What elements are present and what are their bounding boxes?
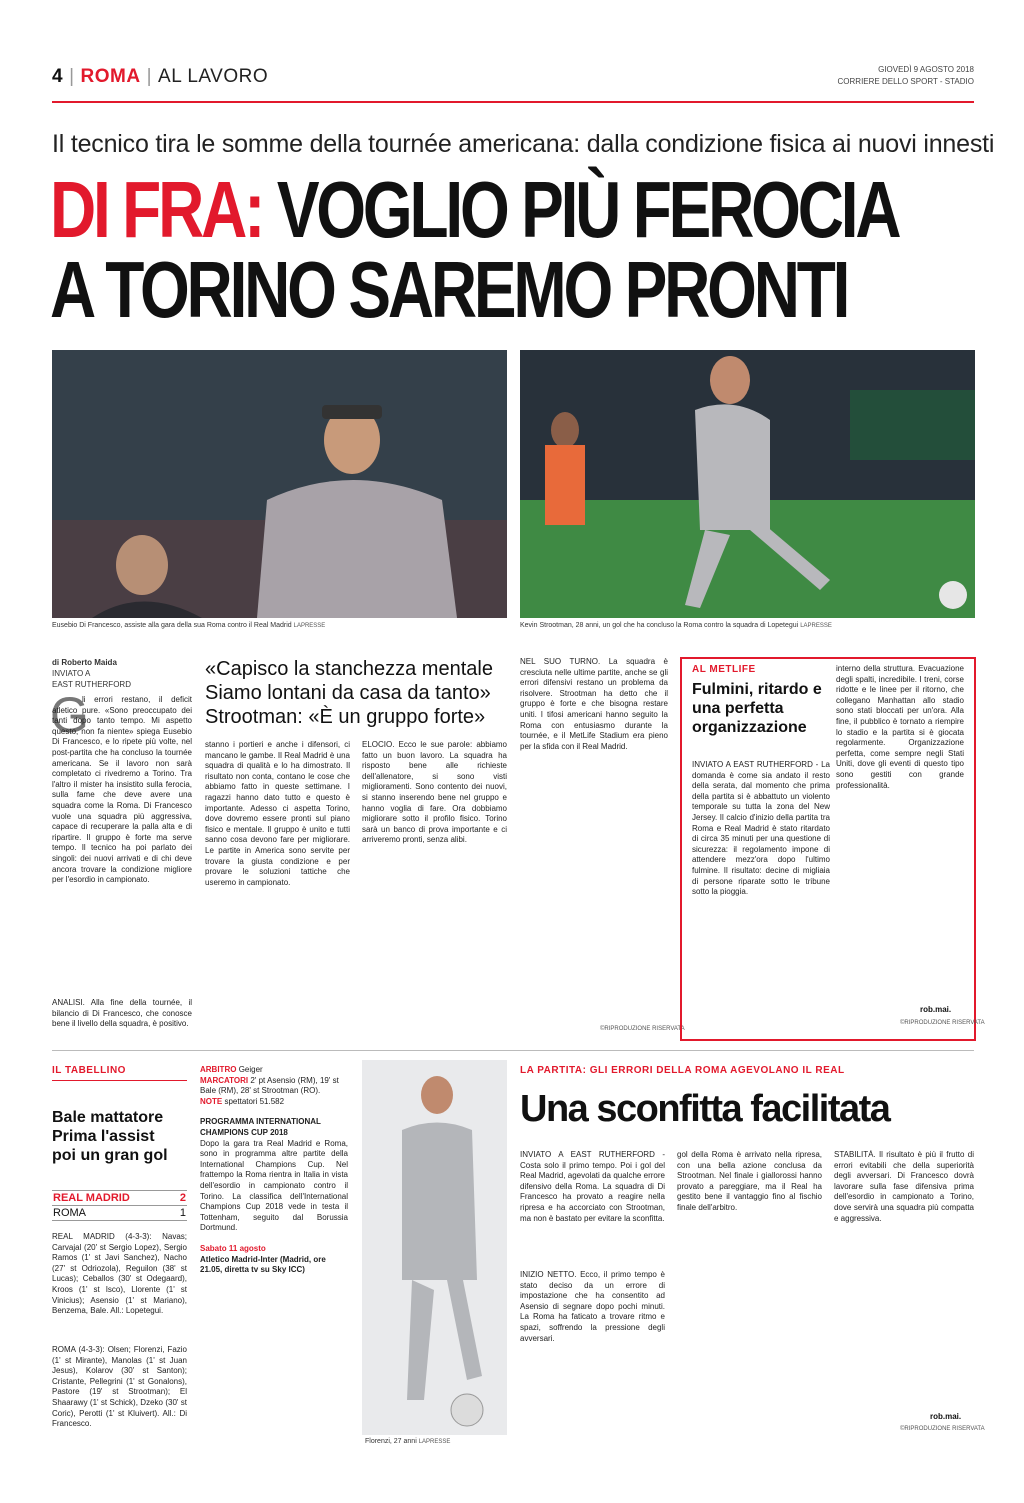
byline-place: EAST RUTHERFORD (52, 680, 131, 689)
match-sign: rob.mai. (930, 1412, 962, 1421)
sidebar-col-2: interno della struttura. Evacuazione degli spalti, incredibile. I treni, corse ridotte e le linee per il ritorno, che collegano Manhattan allo stadio sono stati bloccati per un'ora. Alla fine, il pubblico è tornato a riempire lo stadio e la partita si è giocata regolarmente. Organizzazione perfetta, come sempre negli Stati Uniti, dove gli eventi di questo tipo sono gestiti con grande professionalità. (836, 664, 964, 790)
tabellino-rule (52, 1080, 187, 1081)
article-col-1: li errori restano, il deficit atletico pure. «Sono preoccupato dei tanti dopo tanto tempo. Mi aspetto questo, non fa niente» spiega Eusebio Di Francesco, e lo ripete più volte, nel post-partita che ha concluso la tournée americana. Se il lavoro non sarà completato ci rivedremo a Torino. Tra l'altro il mister ha insistito sulla ferocia, sulla fame che deve avere una squadra come la Roma. Di Francesco vuole una squadra più aggressiva, capace di recuperare la palla alta e di ripartire. Il gruppo è forte ma serve tempo. Il tecnico ha poi parlato dei singoli: dei nuovi arrivati e di chi deve ancora trovare la condizione migliore per l'esordio in campionato. (52, 695, 192, 885)
header-rule (52, 101, 974, 103)
sidebar-col-1: INVIATO A EAST RUTHERFORD - La domanda è come sia andato il resto della serata, dal momento che prima della partita si è abbattuto un violento temporale su tutta la zona del New Jersey. Il calcio d'inizio della partita tra Roma e Real Madrid è stato ritardato di circa 35 minuti per una questione di sicurezza: il regolamento impone di attendere mezz'ora dopo l'ultimo fulmine. Il risultato: decine di migliaia di persone riparate sotto le tribune sotto la pioggia. (692, 760, 830, 897)
program-title: PROGRAMMA INTERNATIONAL CHAMPIONS CUP 2018 (200, 1117, 321, 1137)
byline (52, 657, 192, 690)
dropcap: G (50, 687, 89, 743)
program-text: Dopo la gara tra Real Madrid e Roma, sono in programma altre partite della International Champions Cup. Nel frattempo la Roma rientra in Italia in vista dell'esordio in campionato contro il Torino. La classifica dell'International Champions Cup 2018 vede in testa il Tottenham, seguito dal Borussia Dortmund. (200, 1138, 348, 1233)
match-col-1: INVIATO A EAST RUTHERFORD - Costa solo il primo tempo. Poi i gol del Real Madrid, agevolati da qualche errore difensivo della Roma. La squadra di Di Francesco ha provato a reagire nella ripresa e ha accorciato con Strootman, ma non è bastato per evitare la sconfitta. (520, 1150, 665, 1223)
score-row-away (52, 1206, 187, 1221)
notes: spettatori 51.582 (224, 1096, 285, 1106)
match-col-2: gol della Roma è arrivato nella ripresa, con una bella azione conclusa da Strootman. Nel finale i giallorossi hanno provato a pareggiare, ma il Real ha gestito bene il vantaggio fino al fischio finale dell'arbitro. (677, 1150, 822, 1212)
coach-figure-icon (52, 350, 507, 618)
page-header: 4 | ROMA | AL LAVORO (52, 66, 269, 87)
referee: Geiger (238, 1065, 263, 1074)
match-title: Una sconfitta facilitata (520, 1088, 890, 1130)
notes-label: NOTE (200, 1096, 223, 1106)
headline-line-1 (50, 165, 899, 254)
page-number: 4 (52, 66, 64, 87)
subsection-name: AL LAVORO (158, 66, 269, 87)
byline-author: di Roberto Maida (52, 658, 117, 667)
lineup-away: ROMA (4-3-3): Olsen; Florenzi, Fazio (1' st Mirante), Manolas (1' st Juan Jesus), Kolarov (30' st Santon); Cristante, Pellegrini (1' st Gonalons), Pastore (19' st Strootman); El Shaarawy (1' st Schick), Dzeko (30' st Coric), Perotti (1' st Kluivert). All.: Di Francesco. (52, 1345, 187, 1429)
kicker: Il tecnico tira le somme della tournée americana: dalla condizione fisica ai nuovi innesti (52, 130, 995, 158)
program-date: Sabato 11 agosto (200, 1243, 266, 1253)
match-col-1b: INIZIO NETTO. Ecco, il primo tempo è stato deciso da un errore di impostazione che ha consentito ad Asensio di segnare dopo pochi minuti. La Roma ha faticato a trovare ritmo e spazi, soffrendo la pressione degli avversari. (520, 1270, 665, 1343)
player-shot-icon (520, 350, 975, 618)
section-divider (52, 1050, 974, 1051)
sidebar-credit: ©RIPRODUZIONE RISERVATA (900, 1020, 985, 1026)
header-info (838, 64, 974, 88)
scorers-label: MARCATORI (200, 1075, 249, 1085)
lead-quote: «Capisco la stanchezza mentale Siamo lontani da casa da tanto» Strootman: «È un gruppo forte» (205, 658, 493, 728)
score-row-home (52, 1191, 187, 1206)
score-home: 2 (179, 1192, 186, 1204)
tabellino-label: IL TABELLINO (52, 1065, 126, 1076)
photo-florenzi (362, 1060, 507, 1435)
score-table (52, 1190, 187, 1221)
sidebar-sign: rob.mai. (920, 1005, 952, 1014)
player-running-icon (362, 1060, 507, 1435)
tabellino-title: Bale mattatore Prima l'assist poi un gran gol (52, 1109, 168, 1164)
article-col-4: NEL SUO TURNO. La squadra è cresciuta nelle ultime partite, anche se gli errori difensivi restano un problema da risolvere. Strootman ha detto che il gruppo è forte e che bisogna restare uniti. I tifosi americani hanno seguito la Roma con entusiasmo durante la tournée, e il MetLife Stadium era pieno per la sfida con il Real Madrid. (520, 657, 668, 751)
tabellino-col-2 (200, 1065, 348, 1450)
team-away: ROMA (53, 1207, 86, 1219)
paper-name: CORRIERE DELLO SPORT - STADIO (837, 77, 974, 86)
lineup-home: REAL MADRID (4-3-3): Navas; Carvajal (20' st Sergio Lopez), Sergio Ramos (1' st Javi Sanchez), Nacho (27' st Odriozola), Reguilon (38' st Lucas); Ceballos (30' st Odegaard), Kroos (1' st Isco), Llorente (1' st Vinicius); Asensio (1' st Mariano), Benzema, Bale. All.: Lopetegui. (52, 1232, 187, 1316)
referee-label: ARBITRO (200, 1065, 237, 1074)
article-col-3: ELOCIO. Ecco le sue parole: abbiamo fatto un buon lavoro. La squadra ha risposto bene alle richieste dell'allenatore, si sono visti miglioramenti. Sono contento dei nuovi, si stanno inserendo bene nel gruppo e hanno voglia di fare. Ora dobbiamo migliorare sotto il profilo fisico. Torino sarà un banco di prova importante e ci arriveremo pronti, senza alibi. (362, 740, 507, 845)
photo-florenzi-caption: Florenzi, 27 anni LAPRESSE (365, 1438, 451, 1445)
sidebar-label: AL METLIFE (692, 664, 756, 675)
sidebar-title: Fulmini, ritardo e una perfetta organizzazione (692, 681, 822, 736)
team-home: REAL MADRID (53, 1192, 130, 1204)
match-credit: ©RIPRODUZIONE RISERVATA (900, 1426, 985, 1432)
photo-strootman (520, 350, 975, 618)
photo-strootman-caption: Kevin Strootman, 28 anni, un gol che ha concluso la Roma contro la squadra di Lopetegui LAPRESSE (520, 622, 832, 629)
issue-date: GIOVEDÌ 9 AGOSTO 2018 (878, 65, 974, 74)
byline-role: INVIATO A (52, 669, 91, 678)
match-col-3: STABILITÀ. Il risultato è più il frutto di errori evitabili che della superiorità degli avversari. Di Francesco dovrà lavorare sulla fase difensiva prima dell'esordio in campionato a Torino, dove servirà una squadra più compatta e aggressiva. (834, 1150, 974, 1223)
program-match: Atletico Madrid-Inter (Madrid, ore 21.05, diretta tv su Sky ICC) (200, 1254, 326, 1275)
photo-coach (52, 350, 507, 618)
headline-line-1-rest: VOGLIO PIÙ FEROCIA (276, 165, 899, 254)
match-label: LA PARTITA: GLI ERRORI DELLA ROMA AGEVOLANO IL REAL (520, 1065, 845, 1076)
headline-line-2: A TORINO SAREMO PRONTI (50, 245, 848, 334)
score-away: 1 (179, 1207, 186, 1219)
section-name: ROMA (80, 66, 141, 87)
scorers: 2' pt Asensio (RM), 19' st Bale (RM), 28' st Strootman (RO). (200, 1075, 339, 1096)
article-col-1b: ANALISI. Alla fine della tournée, il bilancio di Di Francesco, che conosce bene il livello della squadra, è positivo. (52, 998, 192, 1029)
photo-coach-caption: Eusebio Di Francesco, assiste alla gara della sua Roma contro il Real Madrid LAPRESSE (52, 622, 326, 629)
headline-name: DI FRA: (50, 165, 263, 254)
article-credit: ©RIPRODUZIONE RISERVATA (600, 1026, 685, 1032)
article-col-2: stanno i portieri e anche i difensori, ci mancano le gambe. Il Real Madrid è una squadra di qualità e lo ha dimostrato. Il risultato non conta, contano le cose che abbiamo fatto in queste settimane. I ragazzi hanno dato tutto e questo è importante. Adesso ci aspetta Torino, dove dovremo essere pronti sul piano fisico e mentale. Il gruppo è unito e tutti sanno cosa devono fare per migliorare. Le partite in America sono servite per trovare la giusta condizione e per provare le soluzioni tattiche che useremo in campionato. (205, 740, 350, 887)
